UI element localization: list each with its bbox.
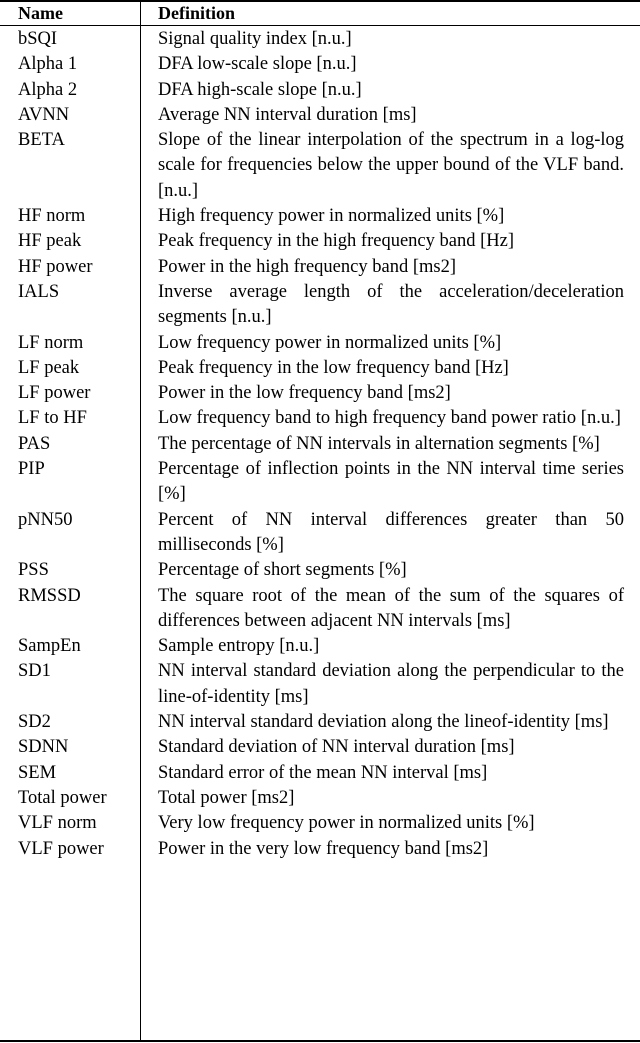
table-row [0,659,640,710]
row-definition: Peak frequency in the low frequency band [Hz] [158,357,509,378]
row-name: SampEn [18,636,81,657]
row-name: SD2 [18,712,51,733]
table-row [0,761,640,786]
table-row [0,52,640,77]
row-definition: Percent of NN interval differences greater than 50 milliseconds [%] [158,509,624,555]
row-definition: NN interval standard deviation along the perpendicular to the line-of-identity [ms] [158,661,624,707]
row-name: SEM [18,762,57,783]
table-row [0,78,640,103]
table-row [0,508,640,559]
row-definition: Standard error of the mean NN interval [ms] [158,762,488,783]
row-definition: Percentage of short segments [%] [158,560,407,581]
table-row [0,204,640,229]
row-definition: Slope of the linear interpolation of the spectrum in a log-log scale for frequencies below the upper bound of the VLF band. [n.u.] [158,130,624,201]
header-name: Name [18,3,63,23]
table-row [0,786,640,811]
row-definition: Signal quality index [n.u.] [158,29,352,49]
row-definition: Power in the low frequency band [ms2] [158,383,451,404]
table-row [0,558,640,583]
row-definition: Power in the very low frequency band [ms2] [158,838,489,859]
table-row [0,735,640,760]
row-name: IALS [18,281,60,302]
row-name: LF to HF [18,408,87,429]
table-row [0,710,640,735]
row-definition: Sample entropy [n.u.] [158,636,320,657]
table-bottom-rule [0,1040,640,1042]
row-definition: The percentage of NN intervals in alternation segments [%] [158,433,600,454]
row-name: SDNN [18,737,69,758]
table-row [0,255,640,280]
row-definition: Percentage of inflection points in the NN interval time series [%] [158,459,624,505]
table-row [0,837,640,862]
row-definition: Power in the high frequency band [ms2] [158,256,456,277]
row-name: PAS [18,433,51,454]
row-name: pNN50 [18,509,73,530]
row-definition: Average NN interval duration [ms] [158,104,417,125]
table-row [0,406,640,431]
row-definition: Inverse average length of the acceleration/deceleration segments [n.u.] [158,281,624,328]
row-name: LF power [18,383,91,404]
row-name: bSQI [18,29,58,49]
row-name: PSS [18,560,49,581]
table-row [0,331,640,356]
row-name: Alpha 1 [18,54,78,75]
row-definition: Very low frequency power in normalized units [%] [158,813,535,834]
table-body [0,27,640,862]
row-definition: Low frequency band to high frequency band power ratio [n.u.] [158,408,621,429]
row-name: RMSSD [18,585,81,606]
table-row [0,356,640,381]
table-row [0,103,640,128]
row-name: Alpha 2 [18,79,78,100]
table-row [0,432,640,457]
row-name: HF norm [18,206,86,227]
row-definition: DFA high-scale slope [n.u.] [158,79,362,100]
row-definition: DFA low-scale slope [n.u.] [158,54,357,75]
table-row [0,584,640,635]
row-name: BETA [18,130,65,151]
row-name: PIP [18,459,45,480]
row-name: VLF norm [18,813,97,834]
table-row [0,634,640,659]
row-name: LF peak [18,357,80,378]
row-definition: Standard deviation of NN interval duration [ms] [158,737,515,758]
row-name: Total power [18,787,107,808]
row-name: AVNN [18,104,70,125]
table-header [0,1,640,25]
table-row [0,280,640,331]
row-name: HF peak [18,231,82,252]
row-definition: NN interval standard deviation along the lineof-identity [ms] [158,712,609,733]
header-rule [0,25,640,26]
table-row [0,229,640,254]
table-row [0,457,640,508]
row-name: HF power [18,256,93,277]
row-definition: Low frequency power in normalized units [%] [158,332,502,353]
row-definition: High frequency power in normalized units [%] [158,206,505,227]
row-name: LF norm [18,332,84,353]
row-definition: The square root of the mean of the sum of the squares of differences between adjacent NN intervals [ms] [158,585,624,631]
table-row [0,381,640,406]
table-row [0,811,640,836]
row-name: SD1 [18,661,51,682]
table-row [0,27,640,52]
table-row [0,128,640,204]
row-definition: Peak frequency in the high frequency band [Hz] [158,231,514,252]
row-definition: Total power [ms2] [158,787,295,808]
header-definition: Definition [158,3,236,23]
row-name: VLF power [18,838,104,859]
